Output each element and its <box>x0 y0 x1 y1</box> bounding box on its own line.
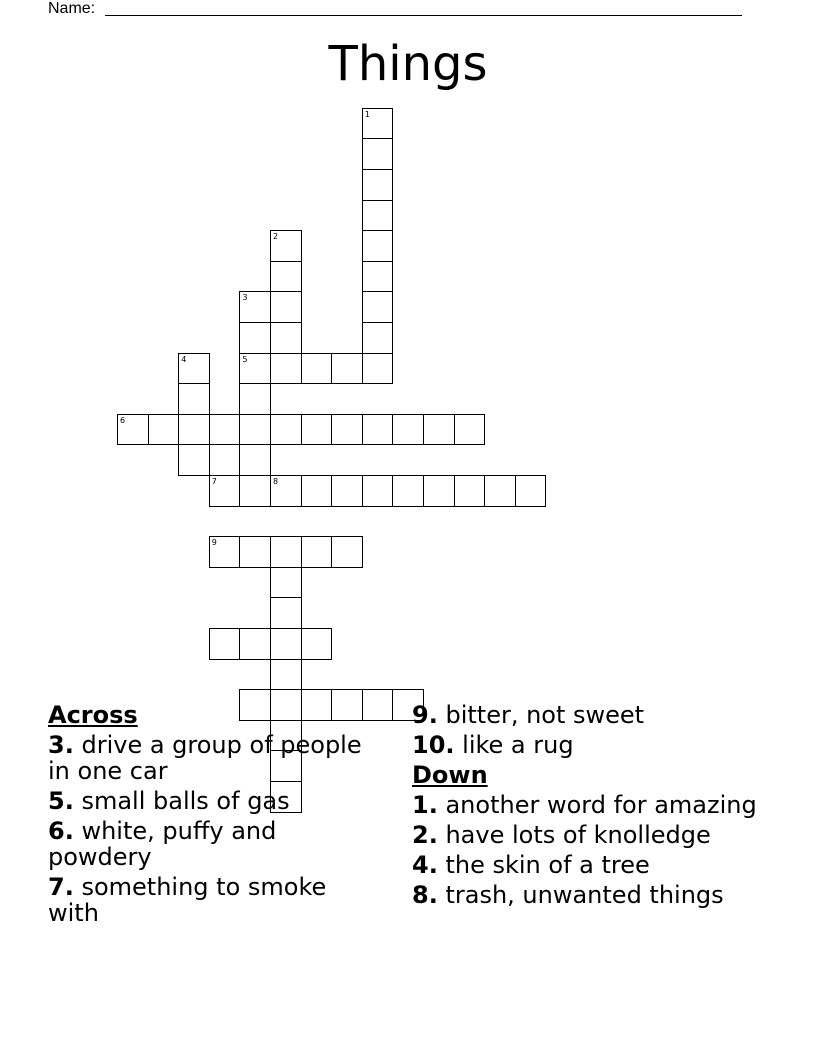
grid-cell[interactable] <box>270 291 302 323</box>
grid-cell[interactable] <box>239 291 271 323</box>
clue-number-label: 2 <box>273 232 279 242</box>
grid-cell[interactable] <box>178 383 210 415</box>
clue-text: the skin of a tree <box>445 851 650 879</box>
across-clue-6 <box>48 818 383 870</box>
clue-text: like a rug <box>462 731 574 759</box>
clue-number: 5. <box>48 787 74 815</box>
grid-cell[interactable] <box>454 475 486 507</box>
grid-cell[interactable] <box>270 597 302 629</box>
grid-cell[interactable] <box>239 444 271 476</box>
across-clue-3 <box>48 732 383 784</box>
clue-number: 7. <box>48 873 74 901</box>
grid-cell[interactable] <box>331 475 363 507</box>
grid-cell[interactable] <box>209 414 241 446</box>
clue-text: small balls of gas <box>81 787 290 815</box>
grid-cell[interactable] <box>270 261 302 293</box>
clue-text: trash, unwanted things <box>445 881 724 909</box>
clue-number-label: 4 <box>181 354 187 364</box>
across-clue-10 <box>412 732 757 758</box>
grid-cell[interactable] <box>178 414 210 446</box>
grid-cell[interactable] <box>148 414 180 446</box>
down-clue-4 <box>412 852 757 878</box>
grid-cell[interactable] <box>209 628 241 660</box>
grid-cell[interactable] <box>331 536 363 568</box>
grid-cell[interactable] <box>239 353 271 385</box>
grid-cell[interactable] <box>270 353 302 385</box>
clue-text: another word for amazing <box>445 791 757 819</box>
grid-cell[interactable] <box>423 414 455 446</box>
clue-number: 10. <box>412 731 455 759</box>
clue-number: 9. <box>412 701 438 729</box>
grid-cell[interactable] <box>515 475 547 507</box>
grid-cell[interactable] <box>301 475 333 507</box>
grid-cell[interactable] <box>209 536 241 568</box>
clue-number-label: 7 <box>211 477 217 486</box>
grid-cell[interactable] <box>270 567 302 599</box>
clue-text: drive a group of people in one car <box>48 731 362 785</box>
grid-cell[interactable] <box>239 322 271 354</box>
grid-cell[interactable] <box>362 200 394 232</box>
clue-number-label: 8 <box>273 477 279 486</box>
grid-cell[interactable] <box>178 444 210 476</box>
clue-number: 8. <box>412 881 438 909</box>
clue-text: white, puffy and powdery <box>48 817 277 871</box>
grid-cell[interactable] <box>484 475 516 507</box>
across-heading: Across <box>48 701 138 729</box>
clue-number-label: 6 <box>120 415 126 425</box>
grid-cell[interactable] <box>239 414 271 446</box>
grid-cell[interactable] <box>423 475 455 507</box>
grid-cell[interactable] <box>239 383 271 415</box>
grid-cell[interactable] <box>362 169 394 201</box>
clue-number-label: 3 <box>242 293 248 303</box>
grid-cell[interactable] <box>239 475 271 507</box>
clue-number: 2. <box>412 821 438 849</box>
clue-number: 4. <box>412 851 438 879</box>
grid-cell[interactable] <box>362 414 394 446</box>
grid-cell[interactable] <box>209 475 241 507</box>
clue-number-label: 1 <box>364 109 370 119</box>
clue-number-label: 9 <box>211 538 217 548</box>
grid-cell[interactable] <box>270 322 302 354</box>
grid-cell[interactable] <box>392 414 424 446</box>
grid-cell[interactable] <box>362 291 394 323</box>
across-clue-7 <box>48 874 383 926</box>
grid-cell[interactable] <box>331 414 363 446</box>
grid-cell[interactable] <box>270 628 302 660</box>
grid-cell[interactable] <box>270 536 302 568</box>
grid-cell[interactable] <box>239 536 271 568</box>
grid-cell[interactable] <box>362 138 394 170</box>
grid-cell[interactable] <box>362 475 394 507</box>
clue-number: 1. <box>412 791 438 819</box>
clue-text: something to smoke with <box>48 873 327 927</box>
down-clue-2 <box>412 822 757 848</box>
down-heading: Down <box>412 761 488 789</box>
puzzle-title: Things <box>328 36 488 92</box>
grid-cell[interactable] <box>270 659 302 691</box>
grid-cell[interactable] <box>331 353 363 385</box>
grid-cell[interactable] <box>178 353 210 385</box>
grid-cell[interactable] <box>270 414 302 446</box>
down-clue-1 <box>412 792 757 818</box>
name-label: Name: <box>48 0 96 17</box>
clue-number: 3. <box>48 731 74 759</box>
across-clue-5 <box>48 788 383 814</box>
grid-cell[interactable] <box>362 322 394 354</box>
grid-cell[interactable] <box>301 353 333 385</box>
clue-text: bitter, not sweet <box>445 701 645 729</box>
grid-cell[interactable] <box>362 261 394 293</box>
clue-number: 6. <box>48 817 74 845</box>
grid-cell[interactable] <box>270 475 302 507</box>
grid-cell[interactable] <box>362 108 394 140</box>
clue-text: have lots of knolledge <box>445 821 711 849</box>
clues-right-column <box>412 702 757 912</box>
grid-cell[interactable] <box>454 414 486 446</box>
across-clue-9 <box>412 702 757 728</box>
grid-cell[interactable] <box>301 536 333 568</box>
clues-left-column <box>48 702 383 930</box>
grid-cell[interactable] <box>239 628 271 660</box>
grid-cell[interactable] <box>392 475 424 507</box>
grid-cell[interactable] <box>270 230 302 262</box>
clue-number-label: 5 <box>242 354 248 364</box>
grid-cell[interactable] <box>301 628 333 660</box>
grid-cell[interactable] <box>362 353 394 385</box>
grid-cell[interactable] <box>117 414 149 446</box>
grid-cell[interactable] <box>362 230 394 262</box>
down-clue-8 <box>412 882 757 908</box>
grid-cell[interactable] <box>301 414 333 446</box>
